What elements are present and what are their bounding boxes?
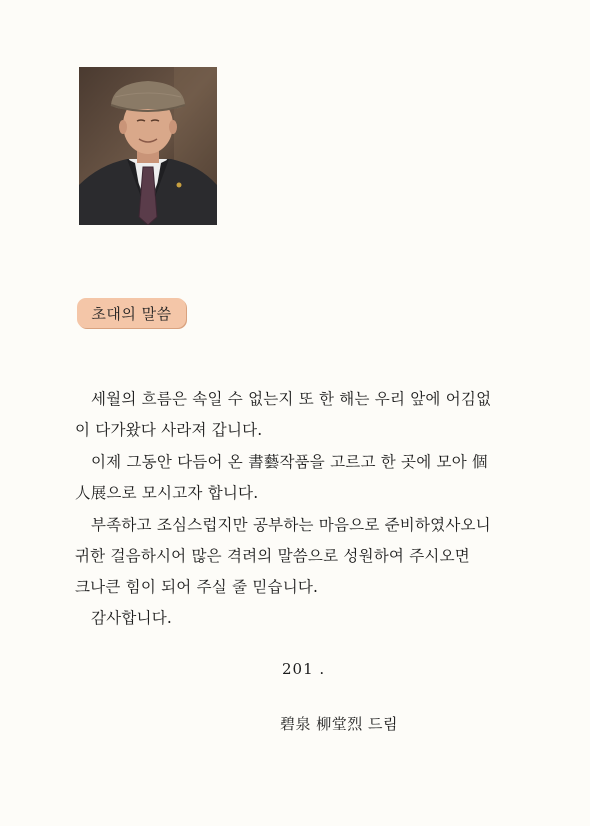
paragraph-line-2: 이 다가왔다 사라져 갑니다.: [75, 421, 263, 439]
paragraph-line-7: 크나큰 힘이 되어 주실 줄 믿습니다.: [75, 578, 319, 596]
paragraph-line-6: 귀한 걸음하시어 많은 격려의 말씀으로 성원하여 주시오면: [75, 547, 470, 565]
paragraph-line-4: 人展으로 모시고자 합니다.: [75, 484, 259, 502]
paragraph-line-1: 세월의 흐름은 속일 수 없는지 또 한 해는 우리 앞에 어김없: [91, 390, 492, 408]
portrait-icon: [79, 67, 217, 225]
date-line: 201 .: [282, 660, 326, 678]
paragraph-line-8: 감사합니다.: [91, 609, 172, 627]
paragraph-line-5: 부족하고 조심스럽지만 공부하는 마음으로 준비하였사오니: [91, 516, 491, 534]
paragraph-line-3: 이제 그동안 다듬어 온 書藝작품을 고르고 한 곳에 모아 個: [91, 453, 488, 471]
section-label: 초대의 말씀: [91, 304, 172, 323]
section-label-badge: [77, 298, 186, 328]
portrait-photo: [79, 67, 217, 225]
signature: 碧泉 柳堂烈 드림: [280, 715, 399, 733]
